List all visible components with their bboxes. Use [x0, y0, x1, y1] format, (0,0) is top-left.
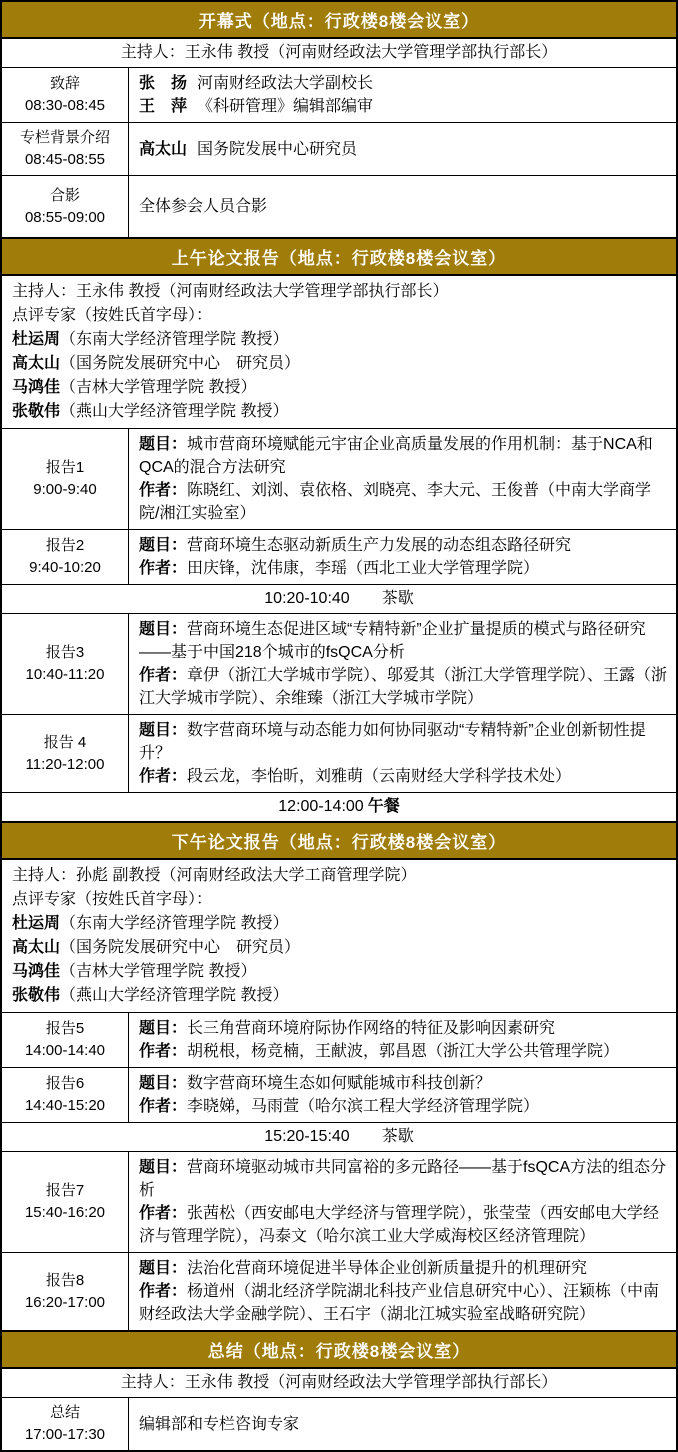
info-line-text: 点评专家（按姓氏首字母）： [12, 891, 213, 908]
detail-text: 田庆锋，沈伟康，李瑶（西北工业大学管理学院） [187, 560, 540, 577]
center-row-text: 12:00-14:00 [278, 798, 364, 815]
time-slot-cell [2, 1398, 129, 1450]
detail-line [139, 1156, 668, 1202]
center-row-text: 15:20-15:40 茶歇 [264, 1128, 414, 1145]
detail-line [139, 1072, 668, 1095]
slot-time: 08:45-08:55 [24, 151, 106, 168]
detail-line [139, 95, 668, 118]
detail-text: 李晓娣，马雨萱（哈尔滨工程大学经济管理学院） [187, 1098, 540, 1115]
info-line [12, 352, 668, 376]
field-label: 题目： [139, 1075, 188, 1092]
schedule-row [2, 122, 676, 175]
detail-text: 数字营商环境生态如何赋能城市科技创新？ [187, 1075, 492, 1092]
detail-cell [129, 1152, 676, 1252]
info-line [12, 304, 668, 328]
info-line [12, 888, 668, 912]
section-header [2, 237, 676, 275]
info-line-text: 主持人：孙彪 副教授（河南财经政法大学工商管理学院） [12, 867, 417, 884]
detail-cell [129, 530, 676, 584]
field-label: 题目： [139, 722, 188, 739]
section-header [2, 2, 676, 38]
schedule-row [2, 175, 676, 237]
section-header [2, 821, 676, 859]
section-header-title: 开幕式（地点：行政楼8楼会议室） [198, 12, 480, 31]
time-slot-cell [2, 530, 129, 584]
detail-text: 张茜松（西安邮电大学经济与管理学院），张莹莹（西安邮电大学经济与管理学院），冯泰文（哈尔滨工业大学威海校区经济管理院） [139, 1205, 660, 1245]
center-row-bold-text: 午餐 [367, 798, 400, 815]
detail-text: 《科研管理》编辑部编审 [197, 98, 374, 115]
info-line-text: （国务院发展研究中心 研究员） [60, 939, 301, 956]
detail-line [139, 195, 668, 218]
tea-break-row [2, 1122, 676, 1151]
slot-label: 报告1 [45, 459, 85, 476]
detail-text: 章伊（浙江大学城市学院）、邬爱其（浙江大学管理学院）、王露（浙江大学城市学院）、余维臻（浙江大学城市学院） [139, 667, 668, 707]
section-header-title: 上午论文报告（地点：行政楼8楼会议室） [171, 249, 507, 268]
schedule-row [2, 1151, 676, 1252]
detail-text: 段云龙，李怡昕，刘雅萌（云南财经大学科学技术处） [187, 768, 572, 785]
detail-text: 编辑部和专栏咨询专家 [139, 1415, 300, 1433]
field-label: 作者： [139, 482, 188, 499]
info-line [12, 328, 668, 352]
section-header-title: 总结（地点：行政楼8楼会议室） [207, 1342, 471, 1361]
detail-line [139, 1017, 668, 1040]
info-line-text: （吉林大学管理学院 教授） [60, 379, 257, 396]
slot-time: 08:30-08:45 [24, 97, 106, 114]
slot-label: 致辞 [49, 75, 80, 92]
person-name: 高太山 [139, 140, 188, 158]
time-slot-cell [2, 1253, 129, 1330]
time-slot-cell [2, 176, 129, 237]
field-label: 作者： [139, 667, 188, 684]
slot-label: 报告7 [45, 1182, 85, 1199]
slot-label: 报告6 [45, 1075, 85, 1092]
field-label: 题目： [139, 436, 188, 453]
time-slot-cell [2, 123, 129, 175]
person-name: 高太山 [12, 939, 61, 956]
slot-time: 10:40-11:20 [25, 666, 105, 683]
detail-cell [129, 123, 676, 175]
detail-cell [129, 1068, 676, 1122]
detail-text: 陈晓红、刘浏、袁依格、刘晓亮、李大元、王俊普（中南大学商学院/湘江实验室） [139, 482, 652, 522]
detail-line [139, 138, 668, 161]
person-name: 张敬伟 [12, 403, 61, 420]
session-info-block [2, 275, 676, 428]
slot-time: 08:55-09:00 [24, 208, 106, 226]
detail-text: 长三角营商环境府际协作网络的特征及影响因素研究 [187, 1020, 556, 1037]
slot-label: 合影 [49, 186, 80, 204]
detail-line [139, 479, 668, 525]
info-line [12, 864, 668, 888]
meal-break-row [2, 792, 676, 821]
detail-text: 城市营商环境赋能元宇宙企业高质量发展的作用机制：基于NCA和QCA的混合方法研究 [139, 436, 653, 476]
center-row-text: 主持人：王永伟 教授（河南财经政法大学管理学部执行部长） [120, 1374, 558, 1391]
detail-text: 杨道州（湖北经济学院湖北科技产业信息研究中心）、汪颖栋（中南财经政法大学金融学院）、王石宇（湖北江城实验室战略研究院） [139, 1283, 660, 1323]
detail-text: 全体参会人员合影 [139, 198, 268, 215]
slot-label: 报告8 [45, 1271, 85, 1289]
detail-text: 营商环境驱动城市共同富裕的多元路径——基于fsQCA方法的组态分析 [139, 1159, 667, 1199]
detail-text: 数字营商环境与动态能力如何协同驱动“专精特新”企业创新韧性提升？ [139, 722, 646, 762]
section-header-title: 下午论文报告（地点：行政楼8楼会议室） [171, 833, 507, 852]
host-row [2, 38, 676, 67]
slot-time: 17:00-17:30 [24, 1426, 106, 1443]
session-info-block [2, 859, 676, 1012]
detail-text: 营商环境生态促进区域“专精特新”企业扩量提质的模式与路径研究——基于中国218个城市的fsQCA分析 [139, 621, 646, 661]
detail-cell [129, 68, 676, 122]
detail-cell [129, 1253, 676, 1330]
schedule-row [2, 529, 676, 584]
slot-time: 9:40-10:20 [29, 559, 101, 576]
detail-line [139, 1280, 668, 1326]
detail-line [139, 534, 668, 557]
slot-label: 报告2 [45, 537, 85, 554]
schedule-row [2, 67, 676, 122]
info-line-text: （吉林大学管理学院 教授） [60, 963, 257, 980]
person-name: 王 萍 [139, 98, 188, 115]
detail-text: 河南财经政法大学副校长 [197, 75, 374, 92]
field-label: 题目： [139, 537, 188, 554]
field-label: 题目： [139, 621, 188, 638]
time-slot-cell [2, 715, 129, 792]
slot-time: 14:00-14:40 [24, 1042, 106, 1059]
info-line [12, 376, 668, 400]
info-line [12, 936, 668, 960]
detail-cell [129, 614, 676, 714]
field-label: 作者： [139, 1205, 188, 1222]
detail-cell [129, 1398, 676, 1450]
schedule-row [2, 613, 676, 714]
person-name: 马鸿佳 [12, 963, 61, 980]
detail-line [139, 765, 668, 788]
info-line [12, 280, 668, 304]
detail-line [139, 618, 668, 664]
field-label: 题目： [139, 1260, 188, 1277]
host-row [2, 1368, 676, 1397]
center-row-text: 主持人：王永伟 教授（河南财经政法大学管理学部执行部长） [120, 44, 558, 61]
detail-line [139, 1413, 668, 1436]
center-row-text: 10:20-10:40 茶歇 [264, 590, 414, 607]
detail-line [139, 1040, 668, 1063]
slot-label: 报告 4 [43, 733, 87, 751]
detail-line [139, 433, 668, 479]
detail-line [139, 557, 668, 580]
detail-line [139, 72, 668, 95]
time-slot-cell [2, 68, 129, 122]
info-line [12, 960, 668, 984]
time-slot-cell [2, 1013, 129, 1067]
schedule-row [2, 1067, 676, 1122]
person-name: 张 扬 [139, 75, 188, 92]
detail-text: 营商环境生态驱动新质生产力发展的动态组态路径研究 [187, 537, 572, 554]
info-line-text: （燕山大学经济管理学院 教授） [60, 987, 289, 1004]
person-name: 杜运周 [12, 331, 61, 348]
time-slot-cell [2, 614, 129, 714]
field-label: 作者： [139, 1098, 188, 1115]
section-header [2, 1330, 676, 1368]
person-name: 杜运周 [12, 915, 61, 932]
info-line-text: （东南大学经济管理学院 教授） [60, 331, 289, 348]
info-line-text: （国务院发展研究中心 研究员） [60, 355, 301, 372]
field-label: 作者： [139, 1283, 188, 1300]
person-name: 高太山 [12, 355, 61, 372]
field-label: 作者： [139, 560, 188, 577]
schedule-row [2, 714, 676, 792]
schedule-row [2, 428, 676, 529]
detail-cell [129, 429, 676, 529]
schedule-row [2, 1012, 676, 1067]
info-line-text: 主持人：王永伟 教授（河南财经政法大学管理学部执行部长） [12, 283, 449, 300]
detail-line [139, 1095, 668, 1118]
info-line [12, 400, 668, 424]
slot-time: 11:20-12:00 [25, 755, 105, 773]
detail-text: 胡税根，杨竞楠，王献波，郭昌恩（浙江大学公共管理学院） [187, 1043, 620, 1060]
detail-line [139, 664, 668, 710]
slot-label: 专栏背景介绍 [19, 129, 110, 146]
detail-cell [129, 176, 676, 237]
detail-line [139, 719, 668, 765]
field-label: 题目： [139, 1159, 188, 1176]
tea-break-row [2, 584, 676, 613]
slot-label: 报告3 [45, 644, 85, 661]
time-slot-cell [2, 1152, 129, 1252]
slot-time: 15:40-16:20 [24, 1204, 106, 1221]
schedule-row [2, 1252, 676, 1330]
schedule-row [2, 1397, 676, 1450]
slot-time: 16:20-17:00 [24, 1293, 106, 1311]
detail-text: 法治化营商环境促进半导体企业创新质量提升的机理研究 [187, 1260, 588, 1277]
detail-cell [129, 715, 676, 792]
slot-time: 9:00-9:40 [33, 481, 97, 498]
detail-cell [129, 1013, 676, 1067]
slot-label: 报告5 [45, 1020, 85, 1037]
detail-line [139, 1257, 668, 1280]
detail-text: 国务院发展中心研究员 [197, 140, 358, 158]
info-line-text: 点评专家（按姓氏首字母）： [12, 307, 213, 324]
detail-line [139, 1202, 668, 1248]
field-label: 作者： [139, 1043, 188, 1060]
slot-time: 14:40-15:20 [24, 1097, 106, 1114]
time-slot-cell [2, 429, 129, 529]
field-label: 作者： [139, 768, 188, 785]
info-line [12, 984, 668, 1008]
field-label: 题目： [139, 1020, 188, 1037]
info-line-text: （燕山大学经济管理学院 教授） [60, 403, 289, 420]
time-slot-cell [2, 1068, 129, 1122]
info-line-text: （东南大学经济管理学院 教授） [60, 915, 289, 932]
info-line [12, 912, 668, 936]
person-name: 张敬伟 [12, 987, 61, 1004]
person-name: 马鸿佳 [12, 379, 61, 396]
slot-label: 总结 [49, 1404, 80, 1421]
